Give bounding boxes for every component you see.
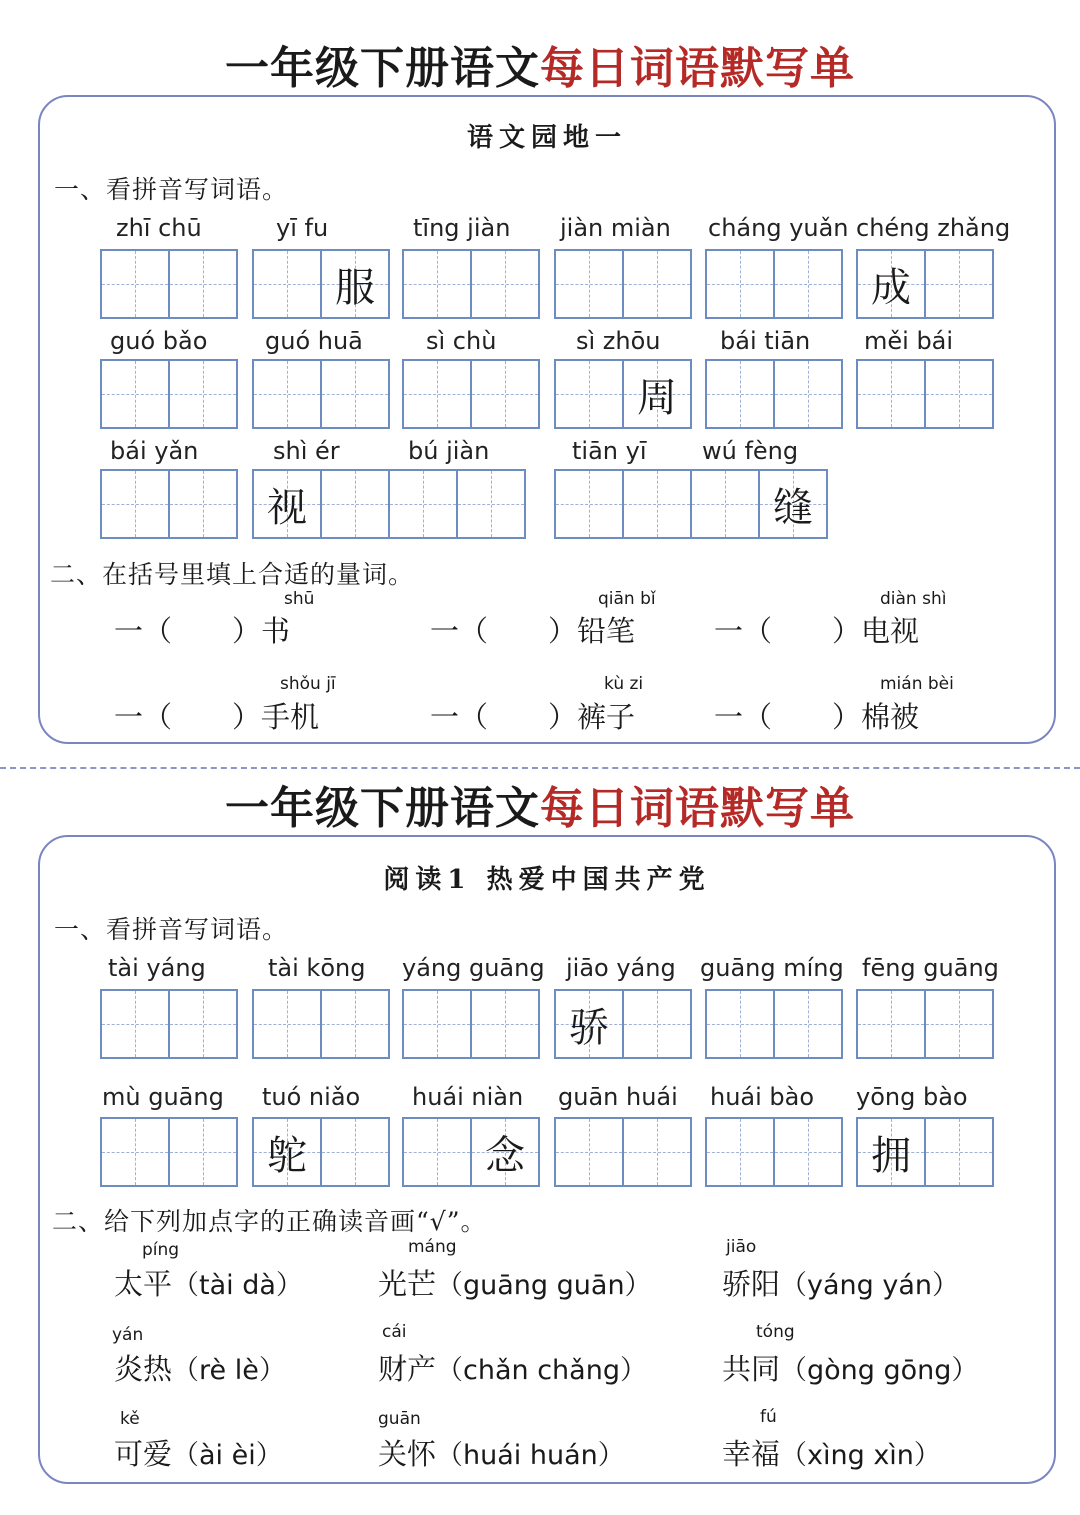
small-pinyin: máng (408, 1237, 457, 1257)
grid-cell[interactable] (556, 1119, 624, 1185)
grid-cell[interactable] (707, 991, 775, 1057)
pinyin: zhī chū (116, 214, 202, 242)
grid-cell[interactable] (322, 471, 388, 537)
grid-cell[interactable] (472, 251, 538, 317)
sheet1-section1-heading: 一、看拼音写词语。 (54, 175, 289, 204)
writing-box[interactable] (100, 359, 238, 429)
grid-cell[interactable] (707, 251, 775, 317)
sheet1-section2-heading: 二、在括号里填上合适的量词。 (50, 560, 415, 589)
grid-cell[interactable] (624, 361, 690, 427)
pinyin: guó bǎo (110, 327, 208, 355)
writing-box[interactable] (856, 1117, 994, 1187)
reading-options[interactable]: （ài èi） (172, 1440, 283, 1471)
pinyin: yī fu (276, 214, 329, 242)
grid-cell[interactable] (624, 1119, 690, 1185)
prefilled-character: 成 (871, 264, 911, 311)
small-pinyin: guān (378, 1409, 421, 1429)
grid-cell[interactable] (458, 471, 524, 537)
grid-cell[interactable] (775, 361, 841, 427)
grid-cell[interactable] (170, 251, 236, 317)
pinyin: jiàn miàn (560, 214, 671, 242)
pinyin: huái bào (710, 1083, 815, 1111)
small-pinyin: kù zi (604, 674, 644, 694)
measure-item: 一（ ）电视 (714, 614, 920, 648)
reading-options[interactable]: （xìng xìn） (780, 1440, 941, 1471)
small-pinyin: qiān bǐ (598, 589, 656, 609)
pinyin: bái tiān (720, 327, 811, 355)
reading-item: 骄阳（yáng yán） (722, 1267, 960, 1301)
sheet2-section1-heading: 一、看拼音写词语。 (54, 915, 289, 944)
reading-item: 财产（chǎn chǎng） (378, 1352, 647, 1386)
reading-item: 光芒（guāng guān） (378, 1267, 652, 1301)
grid-cell[interactable] (926, 361, 992, 427)
sheet2-title (0, 772, 1080, 836)
sheet1-panel (38, 95, 1056, 744)
grid-cell[interactable] (624, 991, 690, 1057)
pinyin: bú jiàn (408, 437, 490, 465)
writing-box[interactable] (252, 359, 390, 429)
pinyin: tuó niǎo (262, 1083, 361, 1111)
grid-cell[interactable] (170, 471, 236, 537)
writing-box[interactable] (856, 249, 994, 319)
small-pinyin: yán (112, 1325, 144, 1345)
writing-box[interactable] (554, 989, 692, 1059)
reading-options[interactable]: （gòng gōng） (780, 1355, 979, 1386)
grid-cell[interactable] (926, 251, 992, 317)
grid-cell[interactable] (858, 361, 926, 427)
small-pinyin: píng (142, 1240, 180, 1260)
writing-box[interactable] (554, 249, 692, 319)
writing-box[interactable] (252, 1117, 390, 1187)
writing-box[interactable] (100, 249, 238, 319)
grid-cell[interactable] (254, 471, 322, 537)
grid-cell[interactable] (556, 361, 624, 427)
prefilled-character: 骄 (569, 1004, 609, 1051)
title-red-text: 每日词语默写单 (540, 43, 855, 94)
grid-cell[interactable] (254, 361, 322, 427)
writing-box[interactable] (554, 1117, 692, 1187)
grid-cell[interactable] (102, 991, 170, 1057)
prefilled-character: 周 (637, 374, 677, 421)
pinyin: wú fèng (702, 437, 799, 465)
writing-box[interactable] (402, 359, 540, 429)
pinyin: sì zhōu (576, 327, 661, 355)
grid-cell[interactable] (102, 471, 170, 537)
sheet2-subtitle: 阅读1 热爱中国共产党 (383, 865, 711, 895)
grid-cell[interactable] (858, 251, 926, 317)
grid-cell[interactable] (556, 991, 624, 1057)
measure-item: 一（ ）书 (114, 614, 291, 648)
sheet2-panel (38, 835, 1056, 1484)
small-pinyin: tóng (756, 1322, 795, 1342)
pinyin: huái niàn (412, 1083, 524, 1111)
prefilled-character: 念 (485, 1132, 525, 1179)
writing-box[interactable] (690, 469, 828, 539)
grid-cell[interactable] (692, 471, 760, 537)
grid-cell[interactable] (775, 991, 841, 1057)
grid-cell[interactable] (322, 361, 388, 427)
grid-cell[interactable] (254, 991, 322, 1057)
grid-cell[interactable] (556, 251, 624, 317)
small-pinyin: cái (382, 1322, 407, 1342)
title-black-text: 一年级下册语文 (225, 43, 540, 94)
reading-item: 共同（gòng gōng） (722, 1352, 979, 1386)
pinyin: chéng zhǎng (856, 214, 1011, 242)
prefilled-character: 视 (267, 484, 307, 531)
reading-item: 炎热（rè lè） (114, 1352, 286, 1386)
prefilled-character: 缝 (773, 484, 813, 531)
reading-options[interactable]: （tài dà） (172, 1270, 303, 1301)
grid-cell[interactable] (404, 251, 472, 317)
title-red-text: 每日词语默写单 (540, 783, 855, 834)
reading-item: 关怀（huái huán） (378, 1437, 625, 1471)
pinyin: mù guāng (102, 1083, 224, 1111)
reading-item: 幸福（xìng xìn） (722, 1437, 941, 1471)
grid-cell[interactable] (926, 991, 992, 1057)
grid-cell[interactable] (322, 1119, 388, 1185)
writing-box[interactable] (705, 359, 843, 429)
grid-cell[interactable] (472, 1119, 538, 1185)
pinyin: guān huái (558, 1083, 678, 1111)
prefilled-character: 拥 (871, 1132, 911, 1179)
title-black-text: 一年级下册语文 (225, 783, 540, 834)
grid-cell[interactable] (254, 1119, 322, 1185)
small-pinyin: mián bèi (880, 674, 954, 694)
grid-cell[interactable] (760, 471, 826, 537)
grid-cell[interactable] (322, 251, 388, 317)
pinyin: yáng guāng (402, 954, 545, 982)
pinyin: yōng bào (856, 1083, 968, 1111)
small-pinyin: jiāo (726, 1237, 757, 1257)
reading-item: 太平（tài dà） (114, 1267, 303, 1301)
pinyin: fēng guāng (862, 954, 999, 982)
grid-cell[interactable] (322, 991, 388, 1057)
grid-cell[interactable] (624, 251, 690, 317)
pinyin: sì chù (426, 327, 497, 355)
pinyin: guó huā (265, 327, 363, 355)
grid-cell[interactable] (102, 251, 170, 317)
grid-cell[interactable] (858, 1119, 926, 1185)
small-pinyin: fú (760, 1407, 777, 1427)
sheet1-subtitle: 语文园地一 (466, 123, 627, 153)
reading-options[interactable]: （guāng guān） (436, 1270, 652, 1301)
grid-cell[interactable] (926, 1119, 992, 1185)
grid-cell[interactable] (404, 361, 472, 427)
pinyin: tài yáng (108, 954, 206, 982)
measure-item: 一（ ）裤子 (430, 700, 636, 734)
writing-box[interactable] (388, 469, 526, 539)
writing-box[interactable] (705, 249, 843, 319)
writing-box[interactable] (100, 1117, 238, 1187)
measure-item: 一（ ）手机 (114, 700, 320, 734)
grid-cell[interactable] (858, 991, 926, 1057)
pinyin: bái yǎn (110, 437, 199, 465)
measure-item: 一（ ）铅笔 (430, 614, 636, 648)
pinyin: shì ér (273, 437, 340, 465)
grid-cell[interactable] (170, 1119, 236, 1185)
grid-cell[interactable] (102, 1119, 170, 1185)
grid-cell[interactable] (170, 991, 236, 1057)
grid-cell[interactable] (170, 361, 236, 427)
writing-box[interactable] (856, 359, 994, 429)
small-pinyin: kě (120, 1409, 140, 1429)
grid-cell[interactable] (404, 1119, 472, 1185)
reading-options[interactable]: （yáng yán） (780, 1270, 960, 1301)
writing-box[interactable] (252, 989, 390, 1059)
grid-cell[interactable] (707, 361, 775, 427)
small-pinyin: shǒu jī (280, 674, 336, 694)
writing-box[interactable] (705, 989, 843, 1059)
grid-cell[interactable] (556, 471, 624, 537)
reading-options[interactable]: （rè lè） (172, 1355, 286, 1386)
pinyin: tiān yī (572, 437, 647, 465)
pinyin: tài kōng (268, 954, 366, 982)
pinyin: cháng yuǎn (708, 214, 849, 242)
pinyin: jiāo yáng (566, 954, 676, 982)
writing-box[interactable] (856, 989, 994, 1059)
pinyin: guāng míng (700, 954, 844, 982)
writing-box[interactable] (100, 989, 238, 1059)
writing-box[interactable] (252, 249, 390, 319)
reading-options[interactable]: （huái huán） (436, 1440, 625, 1471)
grid-cell[interactable] (624, 471, 690, 537)
page-divider (0, 767, 1080, 769)
grid-cell[interactable] (254, 251, 322, 317)
grid-cell[interactable] (775, 251, 841, 317)
small-pinyin: shū (284, 589, 315, 609)
writing-box[interactable] (252, 469, 390, 539)
grid-cell[interactable] (775, 1119, 841, 1185)
measure-item: 一（ ）棉被 (714, 700, 920, 734)
grid-cell[interactable] (707, 1119, 775, 1185)
writing-box[interactable] (100, 469, 238, 539)
pinyin: měi bái (864, 327, 954, 355)
grid-cell[interactable] (102, 361, 170, 427)
sheet1-title (0, 32, 1080, 96)
grid-cell[interactable] (472, 991, 538, 1057)
writing-box[interactable] (554, 359, 692, 429)
writing-box[interactable] (402, 989, 540, 1059)
sheet2-section2-heading: 二、给下列加点字的正确读音画“√”。 (52, 1207, 487, 1236)
writing-box[interactable] (554, 469, 692, 539)
prefilled-character: 服 (335, 264, 375, 311)
small-pinyin: diàn shì (880, 589, 947, 609)
writing-box[interactable] (402, 249, 540, 319)
grid-cell[interactable] (472, 361, 538, 427)
pinyin: tīng jiàn (413, 214, 511, 242)
grid-cell[interactable] (404, 991, 472, 1057)
grid-cell[interactable] (390, 471, 458, 537)
prefilled-character: 鸵 (267, 1132, 307, 1179)
writing-box[interactable] (705, 1117, 843, 1187)
reading-item: 可爱（ài èi） (114, 1437, 283, 1471)
writing-box[interactable] (402, 1117, 540, 1187)
reading-options[interactable]: （chǎn chǎng） (436, 1355, 647, 1386)
